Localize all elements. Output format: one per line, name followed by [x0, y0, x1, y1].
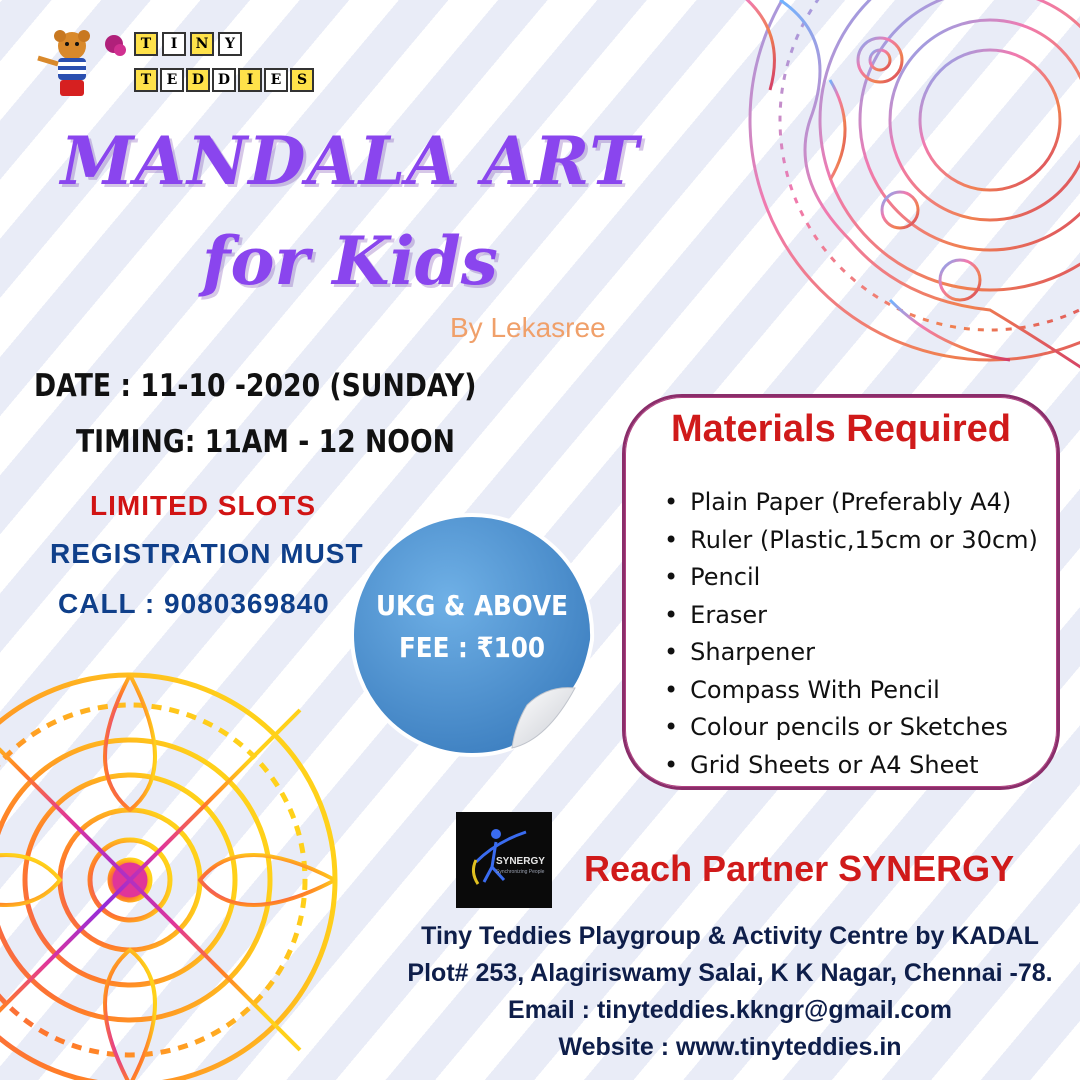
logo-letter: T	[134, 68, 158, 92]
logo-letter: D	[186, 68, 210, 92]
list-item: • Compass With Pencil	[664, 672, 1038, 710]
main-subtitle: for Kids	[202, 222, 498, 300]
synergy-logo-tagline: Synchronizing People	[496, 869, 545, 875]
logo-letter: I	[238, 68, 262, 92]
event-date: DATE : 11-10 -2020 (SUNDAY)	[34, 368, 477, 404]
event-timing: TIMING: 11AM - 12 NOON	[76, 424, 455, 460]
contact-phone[interactable]: CALL : 9080369840	[58, 588, 330, 619]
logo-letter: N	[190, 32, 214, 56]
main-title: MANDALA ART	[60, 122, 640, 200]
synergy-logo	[456, 812, 552, 908]
logo-letter: D	[212, 68, 236, 92]
list-item: • Eraser	[664, 597, 1038, 635]
list-item: • Plain Paper (Preferably A4)	[664, 484, 1038, 522]
email-link[interactable]: Email : tinyteddies.kkngr@gmail.com	[508, 996, 952, 1024]
teddy-bear-icon	[30, 28, 130, 108]
footer	[330, 918, 1080, 1066]
limited-slots-notice: LIMITED SLOTS	[90, 490, 317, 521]
logo-letter: Y	[218, 32, 242, 56]
logo-letter: S	[290, 68, 314, 92]
list-item: • Sharpener	[664, 634, 1038, 672]
organizer-name: Tiny Teddies Playgroup & Activity Centre by KADAL	[421, 922, 1039, 950]
list-item: • Colour pencils or Sketches	[664, 709, 1038, 747]
logo-letter: E	[264, 68, 288, 92]
fee-info	[347, 585, 597, 669]
website-link[interactable]: Website : www.tinyteddies.in	[558, 1033, 902, 1061]
list-item: • Ruler (Plastic,15cm or 30cm)	[664, 522, 1038, 560]
byline: By Lekasree	[450, 312, 606, 343]
logo-letter: I	[162, 32, 186, 56]
reach-partner: Reach Partner SYNERGY	[584, 848, 1015, 889]
eligibility-label: UKG & ABOVE	[375, 589, 569, 622]
tiny-teddies-logo	[30, 28, 330, 108]
synergy-logo-text: SYNERGY	[496, 856, 545, 867]
registration-notice: REGISTRATION MUST	[50, 538, 364, 569]
list-item: • Pencil	[664, 559, 1038, 597]
materials-title: Materials Required	[671, 408, 1011, 450]
logo-letter: E	[160, 68, 184, 92]
list-item: • Grid Sheets or A4 Sheet	[664, 747, 1038, 785]
logo-letter: T	[134, 32, 158, 56]
address: Plot# 253, Alagiriswamy Salai, K K Nagar, Chennai -78.	[407, 959, 1053, 987]
materials-list	[664, 484, 1038, 784]
fee-label: FEE : ₹100	[398, 631, 546, 664]
mandala-top-right-decoration	[660, 0, 1080, 400]
